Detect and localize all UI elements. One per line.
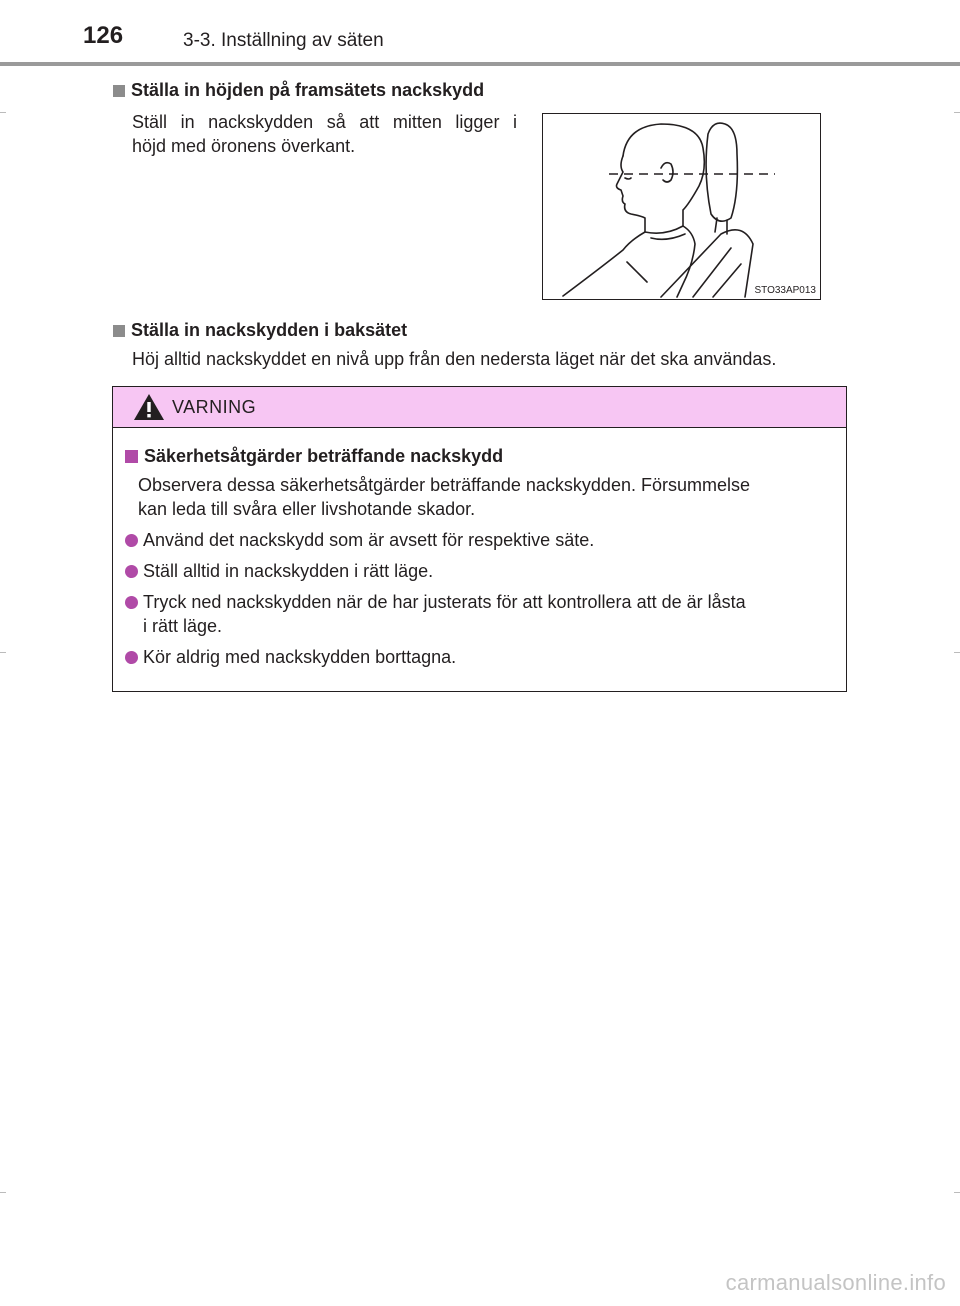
warning-list-item (125, 590, 746, 638)
warning-item-text: Kör aldrig med nackskydden borttagna. (143, 647, 457, 667)
warning-triangle-icon (133, 393, 165, 421)
rear-headrest-heading (113, 320, 407, 341)
warning-header (113, 387, 846, 428)
page-number: 126 (83, 22, 124, 49)
warning-box (112, 386, 847, 692)
warning-list-item (125, 645, 456, 669)
round-bullet-icon (125, 565, 138, 578)
crop-mark (0, 1192, 6, 1193)
front-headrest-text (132, 110, 517, 158)
square-bullet-icon (125, 450, 138, 463)
footer-watermark: carmanualsonline.info (725, 1270, 946, 1295)
warning-item-text: Ställ alltid in nackskydden i rätt läge. (143, 561, 434, 581)
crop-mark (0, 112, 6, 113)
crop-mark (954, 652, 960, 653)
front-text-line: Ställ in nackskydden så att mitten ligger i (132, 112, 517, 132)
square-bullet-icon (113, 325, 125, 337)
headrest-illustration (542, 113, 821, 300)
front-text-line: höjd med öronens överkant. (132, 136, 356, 156)
round-bullet-icon (125, 651, 138, 664)
warning-list-item (125, 528, 594, 552)
warning-intro-line: kan leda till svåra eller livshotande skador. (138, 499, 476, 519)
headrest-figure-icon (543, 114, 820, 299)
header-rule (0, 62, 960, 66)
warning-label: VARNING (172, 397, 257, 417)
warning-heading (125, 446, 503, 467)
warning-item-line: i rätt läge. (143, 616, 223, 636)
warning-item-text: Använd det nackskydd som är avsett för respektive säte. (143, 530, 595, 550)
warning-intro-line: Observera dessa säkerhetsåtgärder beträffande nackskydden. Försummelse (138, 475, 750, 495)
warning-item-line: Tryck ned nackskydden när de har justerats för att kontrollera att de är låsta (143, 592, 746, 612)
crop-mark (954, 1192, 960, 1193)
crop-mark (0, 652, 6, 653)
front-headrest-heading (113, 80, 484, 101)
warning-item-text (143, 590, 746, 638)
warning-heading-text: Säkerhetsåtgärder beträffande nackskydd (144, 446, 504, 466)
section-title: 3-3. Inställning av säten (183, 30, 384, 51)
front-heading-text: Ställa in höjden på framsätets nackskydd (131, 80, 485, 100)
rear-heading-text: Ställa in nackskydden i baksätet (131, 320, 408, 340)
square-bullet-icon (113, 85, 125, 97)
rear-headrest-text: Höj alltid nackskyddet en nivå upp från den nedersta läget när det ska användas. (132, 349, 777, 369)
illustration-code: STO33AP013 (754, 285, 816, 296)
crop-mark (954, 112, 960, 113)
warning-intro (138, 473, 838, 521)
round-bullet-icon (125, 534, 138, 547)
warning-list-item (125, 559, 433, 583)
round-bullet-icon (125, 596, 138, 609)
